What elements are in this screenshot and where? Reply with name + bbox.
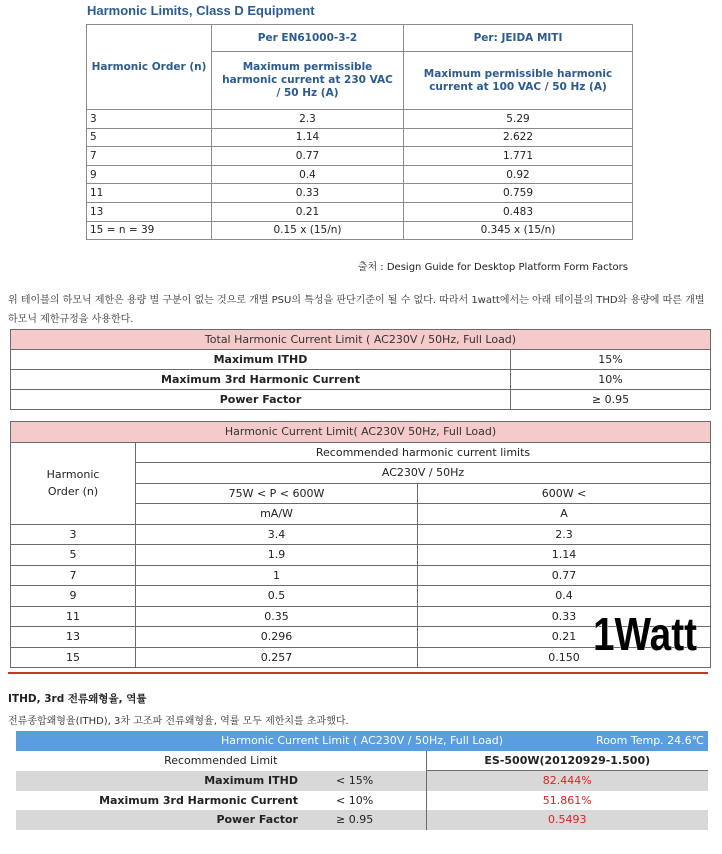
class-d-table <box>86 24 633 240</box>
table-row <box>11 545 711 566</box>
table-row <box>87 147 633 166</box>
table-header-row <box>11 422 711 443</box>
cell-jeida: 0.759 <box>404 184 633 203</box>
table-row <box>11 565 711 586</box>
table-row <box>87 184 633 203</box>
cell-order: 7 <box>87 147 212 166</box>
cell-value: ≥ 0.95 <box>511 390 711 410</box>
cell-value: 15% <box>511 350 711 370</box>
total-limit-table <box>10 329 711 410</box>
cell-label: Maximum 3rd Harmonic Current <box>99 793 298 807</box>
cell-label: Power Factor <box>216 813 298 827</box>
cell-en: 1.14 <box>212 128 404 147</box>
cell-order: 3 <box>87 110 212 129</box>
cell-order: 9 <box>87 165 212 184</box>
cell-jeida: 2.622 <box>404 128 633 147</box>
source-caption: 출처 : Design Guide for Desktop Platform Form Factors <box>357 262 628 273</box>
table-row <box>11 524 711 545</box>
cell-en: 0.77 <box>212 147 404 166</box>
table-header-row <box>16 731 708 751</box>
room-temp: Room Temp. 24.6℃ <box>596 734 705 747</box>
table-row <box>16 810 708 830</box>
cell-low: 1.9 <box>136 545 418 566</box>
cell-high: 2.3 <box>418 524 711 545</box>
table-row <box>87 110 633 129</box>
recommended-header: Recommended harmonic current limits <box>136 442 711 463</box>
table-row <box>87 202 633 221</box>
class-d-title: Harmonic Limits, Class D Equipment <box>87 3 315 18</box>
cell-measured: 51.861% <box>542 793 592 807</box>
recommended-limit-header: Recommended Limit <box>16 751 426 771</box>
test-result-table <box>16 731 708 830</box>
cell-en: 0.4 <box>212 165 404 184</box>
col-en61000-desc: Maximum permissible harmonic current at 230 VAC / 50 Hz (A) <box>212 52 404 110</box>
cell-label: Maximum 3rd Harmonic Current <box>11 370 511 390</box>
cell-order: 15 = n = 39 <box>87 221 212 240</box>
model-header: ES-500W(20120929-1.500) <box>426 751 708 771</box>
cell-en: 2.3 <box>212 110 404 129</box>
col-jeida-header: Per: JEIDA MITI <box>404 25 633 52</box>
cell-order: 15 <box>11 647 136 668</box>
table-row <box>16 771 708 791</box>
explanation-paragraph: 위 테이블의 하모닉 제한은 용량 별 구분이 없는 것으로 개별 PSU의 특성을 판단기준이 될 수 없다. 따라서 1watt에서는 아래 테이블의 THD와 용량에 따른 개별 하모닉 제한규정을 사용한다. <box>8 295 705 325</box>
condition-header: AC230V / 50Hz <box>136 463 711 484</box>
cell-limit: < 10% <box>316 791 426 811</box>
cell-en: 0.15 x (15/n) <box>212 221 404 240</box>
cell-order: 13 <box>11 627 136 648</box>
cell-label: Maximum ITHD <box>11 350 511 370</box>
table-row <box>11 586 711 607</box>
logo-text: 1Watt <box>593 608 697 660</box>
cell-order: 13 <box>87 202 212 221</box>
table-header-row <box>11 442 711 463</box>
unit-header-low: mA/W <box>136 504 418 525</box>
range-header-high: 600W < <box>418 483 711 504</box>
result-header <box>16 731 708 751</box>
cell-order: 3 <box>11 524 136 545</box>
ithd-section-title: ITHD, 3rd 전류왜형율, 역률 <box>8 693 147 705</box>
range-header-low: 75W < P < 600W <box>136 483 418 504</box>
cell-low: 0.296 <box>136 627 418 648</box>
cell-order: 11 <box>87 184 212 203</box>
table-row <box>11 350 711 370</box>
cell-high: 0.77 <box>418 565 711 586</box>
section-divider <box>8 672 708 674</box>
cell-measured: 82.444% <box>542 774 592 788</box>
table-header-row <box>11 330 711 350</box>
cell-high: 0.4 <box>418 586 711 607</box>
result-title: Harmonic Current Limit ( AC230V / 50Hz, Full Load) <box>221 734 503 748</box>
cell-high: 0.21 <box>418 627 711 648</box>
table-row <box>11 370 711 390</box>
cell-high: 1.14 <box>418 545 711 566</box>
cell-high: 0.33 <box>418 606 711 627</box>
table-row <box>87 128 633 147</box>
total-limit-title: Total Harmonic Current Limit ( AC230V / 50Hz, Full Load) <box>11 330 711 350</box>
cell-jeida: 0.483 <box>404 202 633 221</box>
col-en61000-header: Per EN61000-3-2 <box>212 25 404 52</box>
table-header-row <box>87 25 633 52</box>
cell-order: 11 <box>11 606 136 627</box>
table-row <box>16 791 708 811</box>
col-harmonic-order-header: Harmonic Order (n) <box>87 25 212 110</box>
cell-order: 7 <box>11 565 136 586</box>
harmonic-limit-title: Harmonic Current Limit( AC230V 50Hz, Full Load) <box>11 422 711 443</box>
table-header-row <box>16 751 708 771</box>
col-jeida-desc: Maximum permissible harmonic current at 100 VAC / 50 Hz (A) <box>404 52 633 110</box>
1watt-logo <box>591 606 699 658</box>
cell-low: 0.35 <box>136 606 418 627</box>
cell-limit: < 15% <box>316 771 426 791</box>
unit-header-high: A <box>418 504 711 525</box>
cell-label: Power Factor <box>11 390 511 410</box>
table-row <box>87 165 633 184</box>
cell-label: Maximum ITHD <box>204 774 298 787</box>
cell-jeida: 1.771 <box>404 147 633 166</box>
cell-low: 0.257 <box>136 647 418 668</box>
cell-order: 5 <box>87 128 212 147</box>
col-harmonic-order-header: Harmonic Order (n) <box>11 442 136 524</box>
cell-order: 5 <box>11 545 136 566</box>
cell-high: 0.150 <box>418 647 711 668</box>
cell-jeida: 0.92 <box>404 165 633 184</box>
cell-en: 0.21 <box>212 202 404 221</box>
cell-jeida: 5.29 <box>404 110 633 129</box>
ithd-section-desc: 전류종합왜형율(ITHD), 3차 고조파 전류왜형율, 역률 모두 제한치를 초과했다. <box>8 716 349 727</box>
cell-value: 10% <box>511 370 711 390</box>
table-row <box>87 221 633 240</box>
cell-measured: 0.5493 <box>548 813 587 827</box>
cell-limit: ≥ 0.95 <box>316 810 426 830</box>
cell-jeida: 0.345 x (15/n) <box>404 221 633 240</box>
table-row <box>11 390 711 410</box>
cell-low: 1 <box>136 565 418 586</box>
cell-low: 0.5 <box>136 586 418 607</box>
cell-low: 3.4 <box>136 524 418 545</box>
cell-en: 0.33 <box>212 184 404 203</box>
cell-order: 9 <box>11 586 136 607</box>
